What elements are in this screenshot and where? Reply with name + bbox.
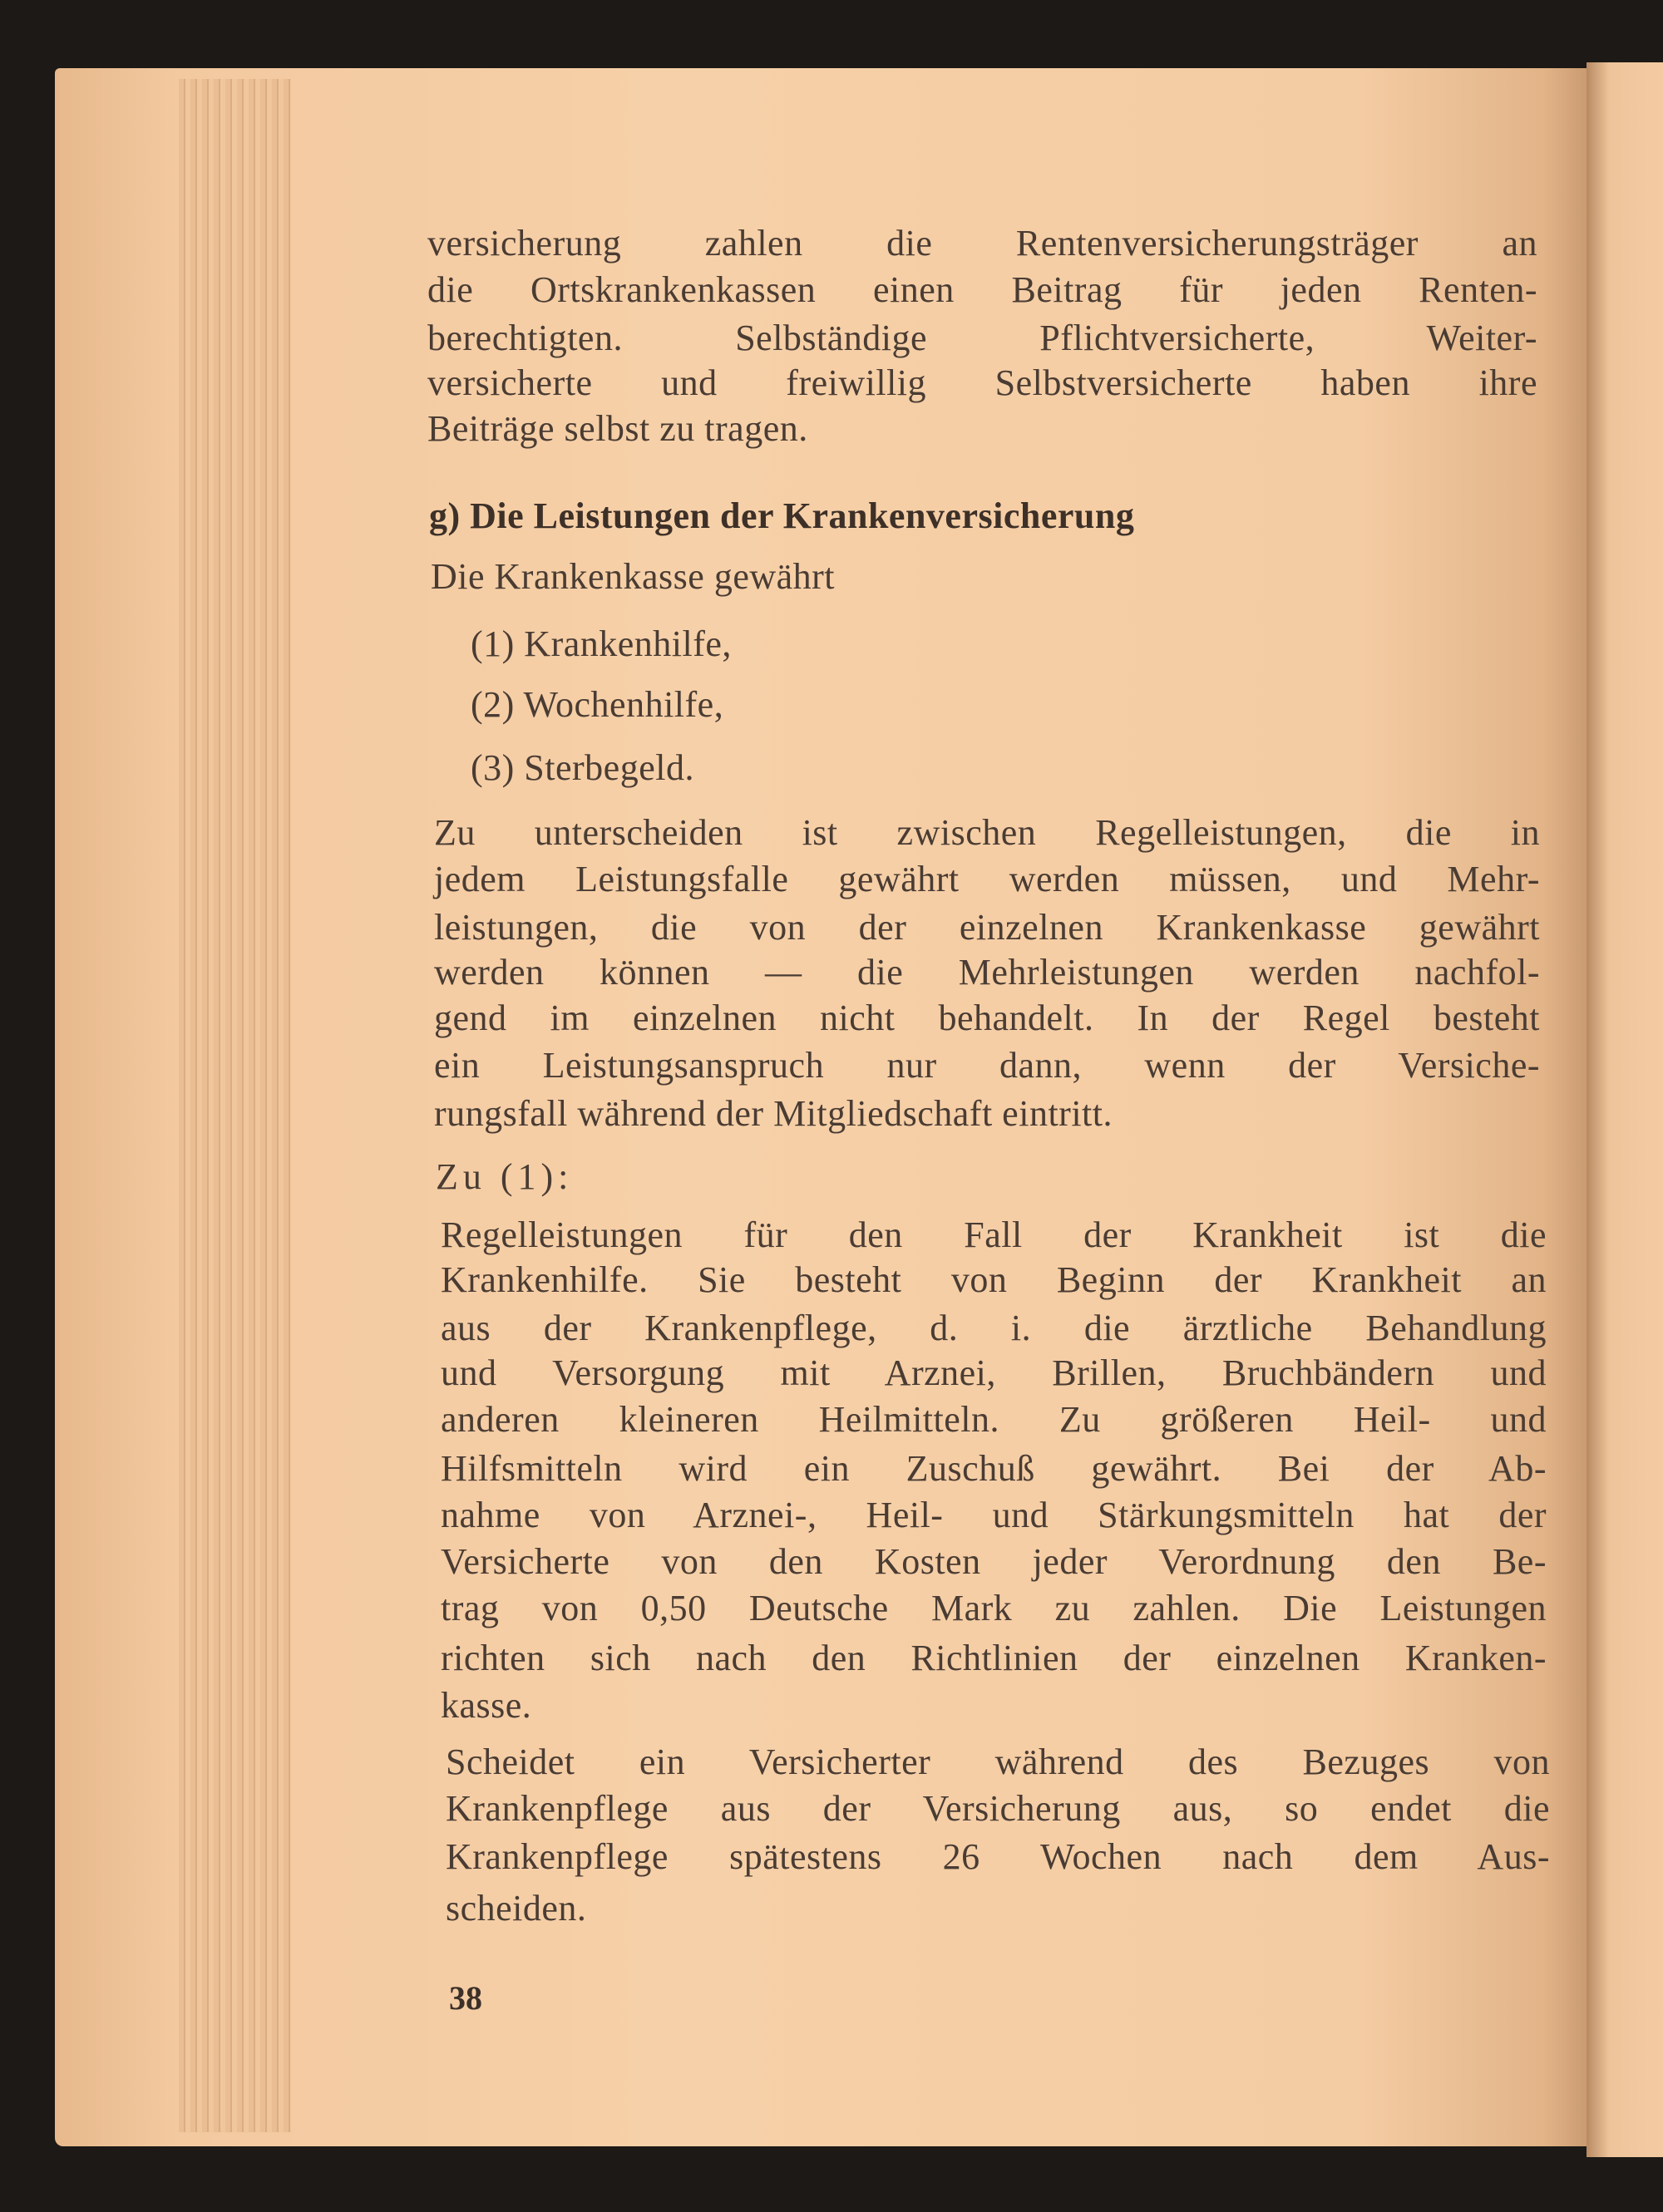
subheading: Zu (1): xyxy=(436,1156,574,1197)
paragraph-line: anderen kleineren Heilmitteln. Zu größeren Heil- und xyxy=(441,1399,1547,1440)
paragraph-line: ein Leistungsanspruch nur dann, wenn der Versiche- xyxy=(434,1045,1540,1086)
paragraph-line: berechtigten. Selbständige Pflichtversicherte, Weiter- xyxy=(427,318,1537,358)
page-edges xyxy=(179,79,291,2132)
paragraph-line: Krankenpflege spätestens 26 Wochen nach dem Aus- xyxy=(446,1836,1550,1877)
list-item: (1) Krankenhilfe, xyxy=(471,623,732,664)
paragraph-line: und Versorgung mit Arznei, Brillen, Bruchbändern und xyxy=(441,1352,1547,1393)
paragraph-line: Beiträge selbst zu tragen. xyxy=(427,408,808,449)
paragraph-line: Regelleistungen für den Fall der Krankheit ist die xyxy=(441,1214,1547,1255)
paragraph-line: Scheidet ein Versicherter während des Bezuges von xyxy=(446,1742,1550,1782)
paragraph-line: Krankenpflege aus der Versicherung aus, so endet die xyxy=(446,1788,1550,1829)
paragraph-line: die Ortskrankenkassen einen Beitrag für jeden Renten- xyxy=(427,269,1537,310)
paragraph-line: leistungen, die von der einzelnen Krankenkasse gewährt xyxy=(434,907,1540,948)
paragraph-line: nahme von Arznei-, Heil- und Stärkungsmitteln hat der xyxy=(441,1495,1547,1535)
paragraph-line: jedem Leistungsfalle gewährt werden müssen, und Mehr- xyxy=(434,859,1540,899)
list-item: (2) Wochenhilfe, xyxy=(471,684,724,725)
paragraph-line: richten sich nach den Richtlinien der einzelnen Kranken- xyxy=(441,1638,1547,1678)
paragraph-line: Hilfsmitteln wird ein Zuschuß gewährt. Bei der Ab- xyxy=(441,1448,1547,1489)
paragraph-line: Krankenhilfe. Sie besteht von Beginn der Krankheit an xyxy=(441,1259,1547,1300)
paragraph-line: Zu unterscheiden ist zwischen Regelleistungen, die in xyxy=(434,812,1540,853)
paragraph-line: werden können — die Mehrleistungen werden nachfol- xyxy=(434,952,1540,993)
page-number: 38 xyxy=(449,1979,482,2017)
list-item: (3) Sterbegeld. xyxy=(471,747,694,788)
paragraph-line: versicherte und freiwillig Selbstversicherte haben ihre xyxy=(427,362,1537,403)
paragraph-line: kasse. xyxy=(441,1685,532,1726)
facing-page-edge xyxy=(1587,62,1663,2157)
paragraph-line: scheiden. xyxy=(446,1888,587,1929)
paragraph-line: aus der Krankenpflege, d. i. die ärztliche Behandlung xyxy=(441,1308,1547,1348)
paragraph-line: rungsfall während der Mitgliedschaft eintritt. xyxy=(434,1093,1113,1134)
section-heading: g) Die Leistungen der Krankenversicherung xyxy=(429,495,1135,536)
paragraph-line: versicherung zahlen die Rentenversicherungsträger an xyxy=(427,223,1537,264)
intro-line: Die Krankenkasse gewährt xyxy=(431,556,836,597)
paragraph-line: trag von 0,50 Deutsche Mark zu zahlen. Die Leistungen xyxy=(441,1588,1547,1628)
paragraph-line: gend im einzelnen nicht behandelt. In der Regel besteht xyxy=(434,998,1540,1038)
paragraph-line: Versicherte von den Kosten jeder Verordnung den Be- xyxy=(441,1541,1547,1582)
